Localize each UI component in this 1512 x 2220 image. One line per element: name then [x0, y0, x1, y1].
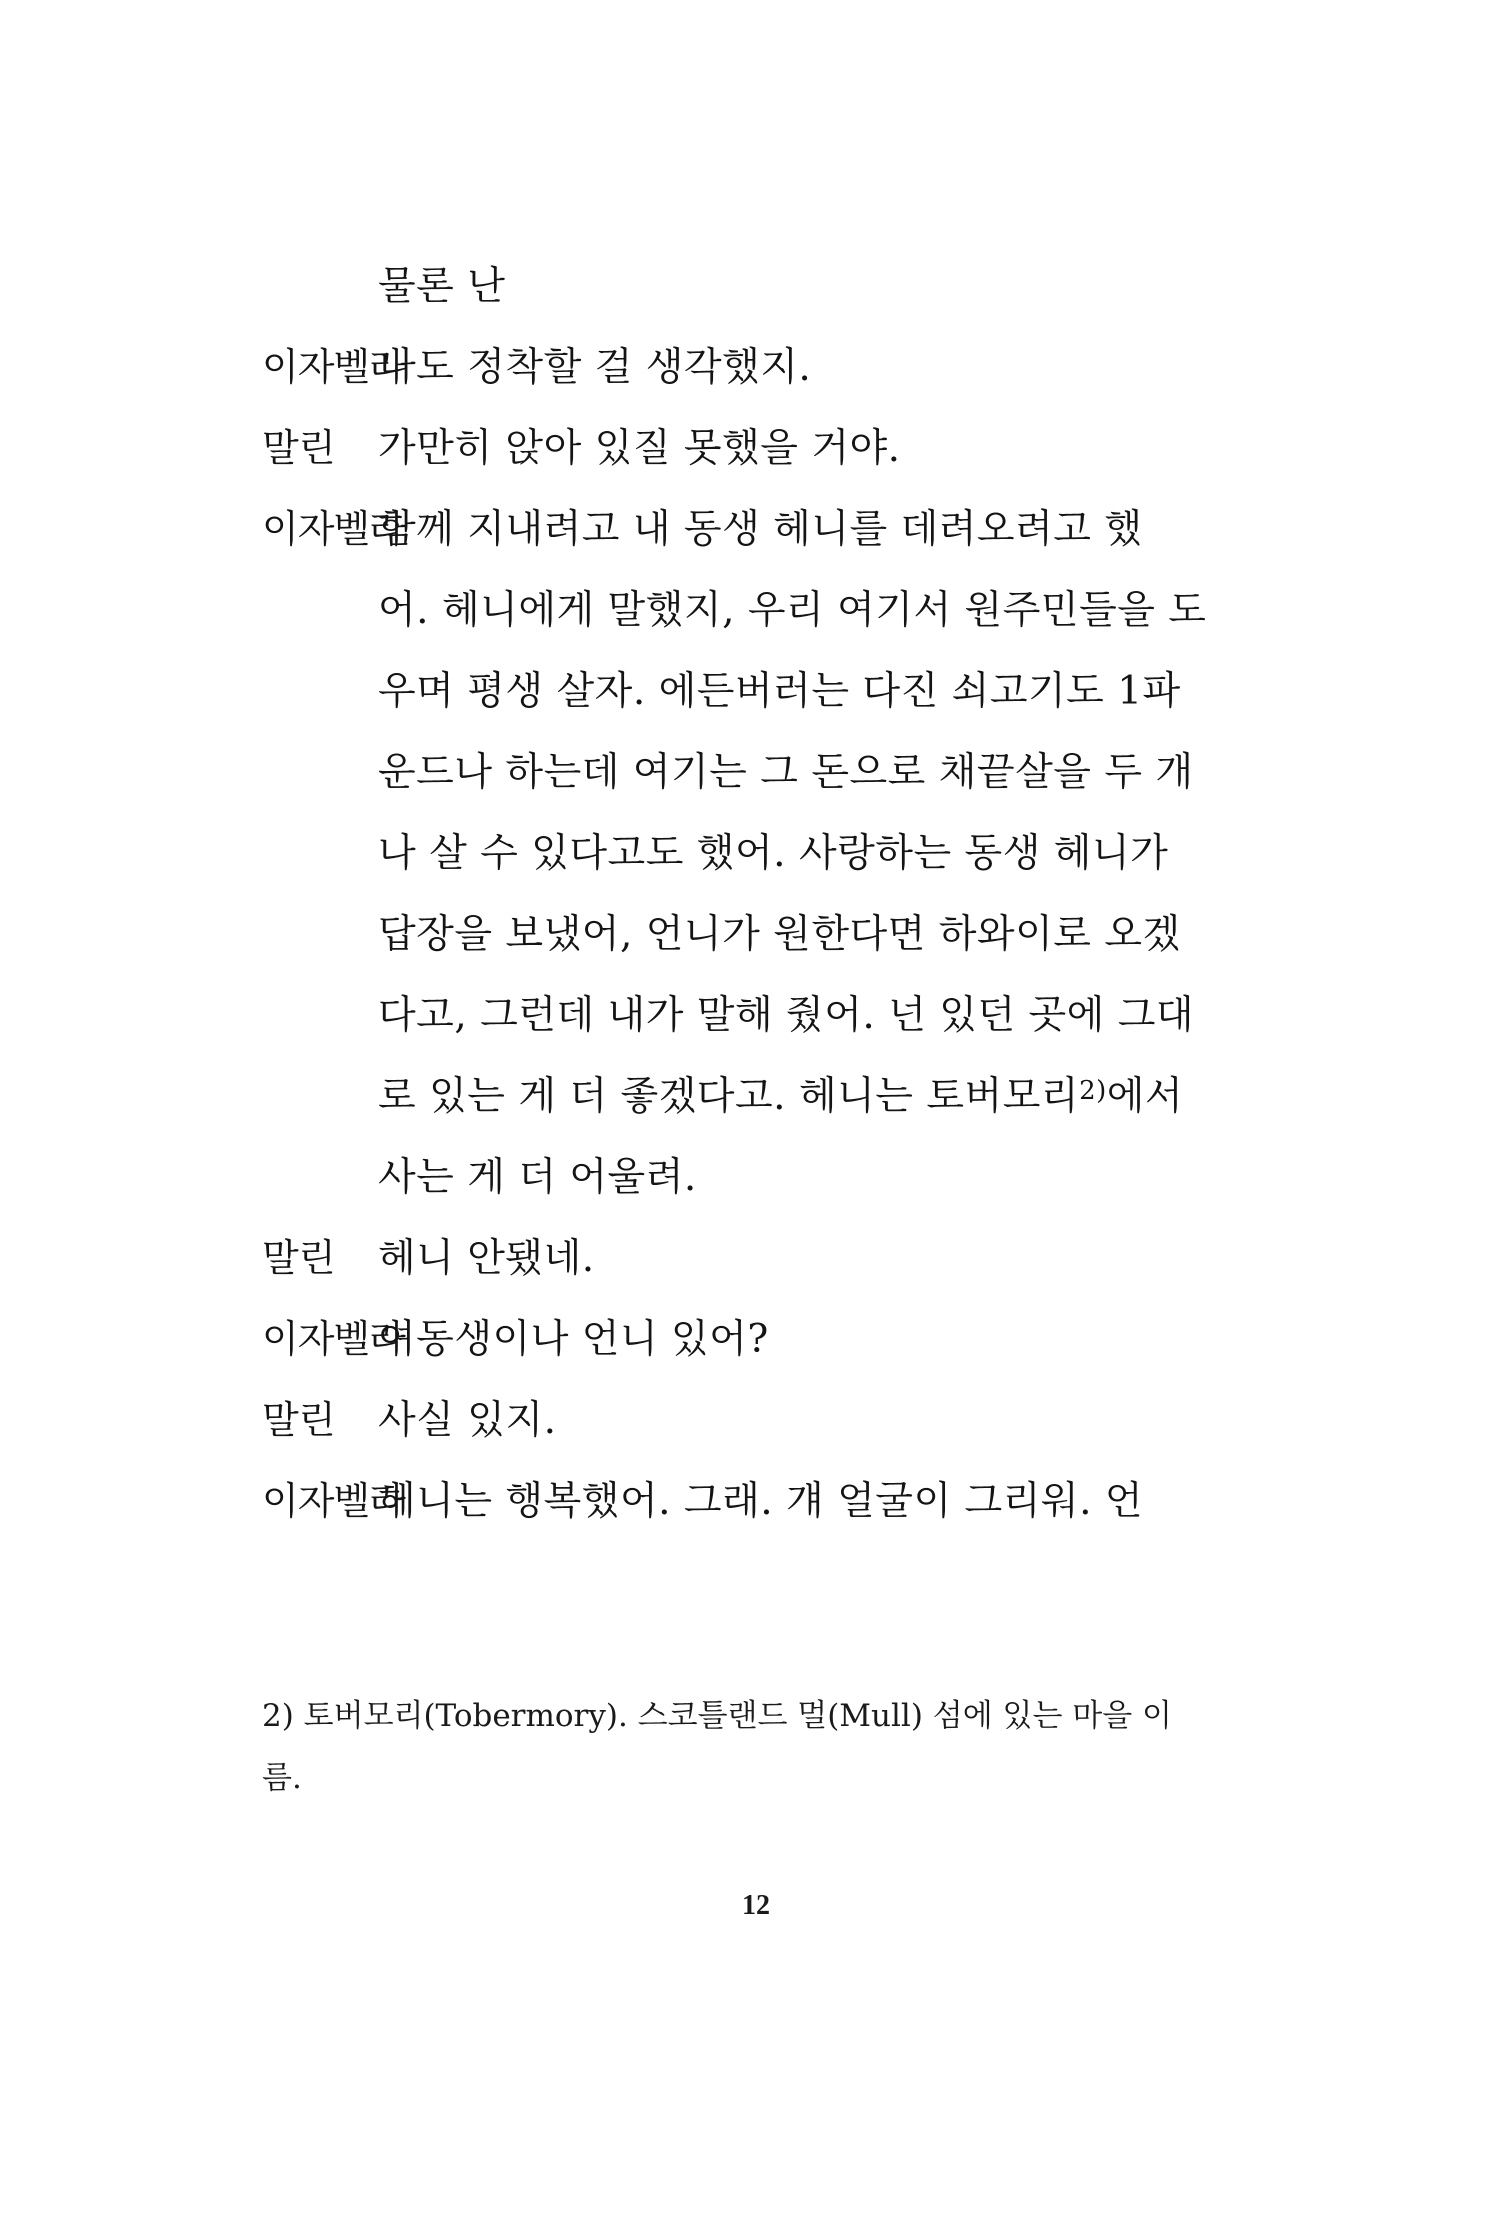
dialogue-text-before-ref: 로 있는 게 더 좋겠다고. 헤니는 토버모리 — [378, 1074, 1080, 1119]
dialogue-line — [262, 651, 1202, 732]
dialogue-text: 우며 평생 살자. 에든버러는 다진 쇠고기도 1파 — [378, 669, 1181, 714]
dialogue-text: 답장을 보냈어, 언니가 원한다면 하와이로 오겠 — [378, 912, 1181, 957]
dialogue-line — [262, 1299, 1202, 1380]
dialogue-line — [262, 570, 1207, 651]
page-number: 12 — [742, 1890, 770, 1921]
speaker-name: 이자벨라 — [262, 1479, 405, 1523]
dialogue-text: 나도 정착할 걸 생각했지. — [378, 345, 812, 390]
dialogue-block — [262, 246, 1207, 1542]
speaker-name: 이자벨라 — [262, 345, 405, 389]
dialogue-text: 나 살 수 있다고도 했어. 사랑하는 동생 헤니가 — [378, 831, 1169, 876]
dialogue-line — [262, 813, 1202, 894]
footnote — [262, 1685, 1202, 1809]
dialogue-line — [262, 1137, 1202, 1218]
dialogue-text: 가만히 앉아 있질 못했을 거야. — [378, 426, 901, 471]
dialogue-line — [262, 894, 1202, 975]
footnote-line: 2) 토버모리(Tobermory). 스코틀랜드 멀(Mull) 섬에 있는 마을 이 — [262, 1698, 1172, 1734]
dialogue-text: 사는 게 더 어울려. — [378, 1155, 697, 1200]
dialogue-line — [262, 732, 1202, 813]
dialogue-line — [262, 1380, 1202, 1461]
dialogue-text-after-ref: 에서 — [1106, 1074, 1184, 1119]
dialogue-line — [262, 1461, 1202, 1542]
dialogue-text: 다고, 그런데 내가 말해 줬어. 넌 있던 곳에 그대 — [378, 993, 1195, 1038]
speaker-name: 말린 — [262, 426, 336, 470]
dialogue-line — [262, 489, 1202, 570]
speaker-name: 이자벨라 — [262, 1317, 405, 1361]
speaker-name: 이자벨라 — [262, 507, 405, 551]
dialogue-text: 헤니 안됐네. — [378, 1236, 595, 1281]
dialogue-text: 헤니는 행복했어. 그래. 걔 얼굴이 그리워. 언 — [378, 1479, 1144, 1524]
dialogue-text: 어. 헤니에게 말했지, 우리 여기서 원주민들을 도 — [378, 588, 1207, 633]
dialogue-text: 물론 난 — [378, 264, 506, 309]
dialogue-line — [262, 1056, 1202, 1137]
dialogue-text: 사실 있지. — [378, 1398, 557, 1443]
speaker-name: 말린 — [262, 1398, 336, 1442]
dialogue-text — [378, 1056, 1202, 1137]
dialogue-line — [262, 975, 1202, 1056]
footnote-reference[interactable]: 2) — [1079, 1076, 1107, 1106]
dialogue-line — [262, 408, 1202, 489]
dialogue-line — [262, 327, 1202, 408]
footnote-line: 름. — [262, 1760, 302, 1796]
dialogue-line — [262, 1218, 1202, 1299]
dialogue-text: 운드나 하는데 여기는 그 돈으로 채끝살을 두 개 — [378, 750, 1194, 795]
speaker-name: 말린 — [262, 1236, 336, 1280]
dialogue-line — [262, 246, 1202, 327]
dialogue-text: 여동생이나 언니 있어? — [378, 1317, 769, 1362]
dialogue-text: 함께 지내려고 내 동생 헤니를 데려오려고 했 — [378, 507, 1143, 552]
